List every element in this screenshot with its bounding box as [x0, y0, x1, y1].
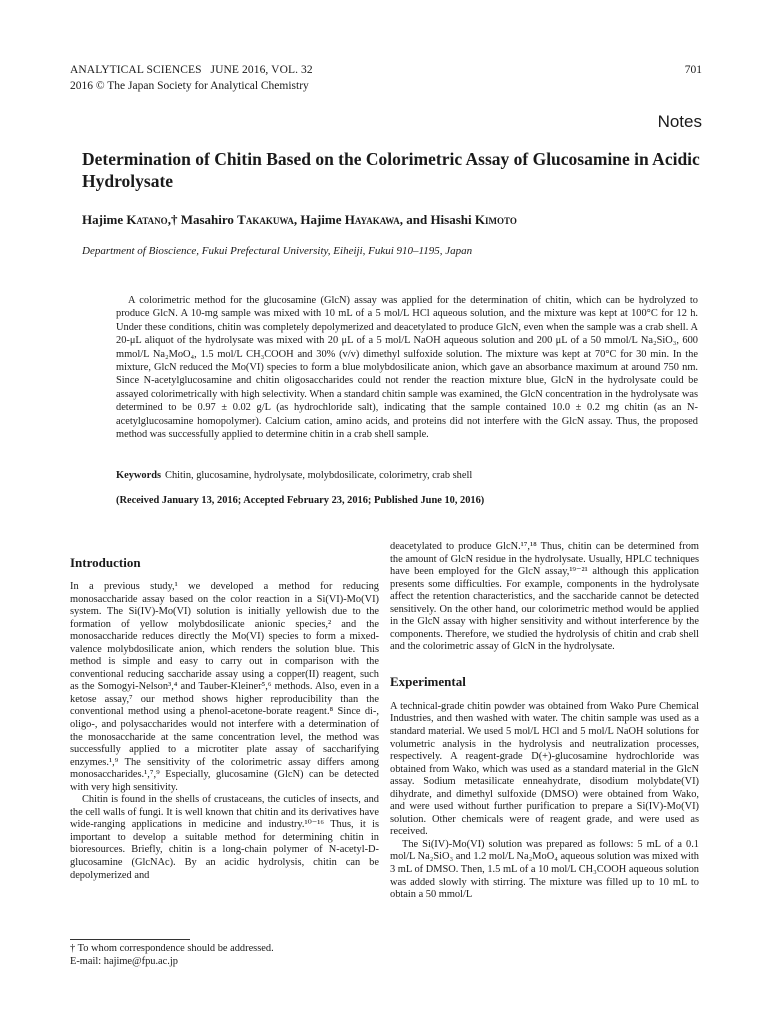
author-4: Hisashi Kimoto — [430, 212, 517, 227]
keywords-label: Keywords — [116, 470, 162, 481]
abstract-text: A colorimetric method for the glucosamine (GlcN) assay was applied for the determination of chitin, which can be hydrolyzed to produce GlcN. A 10-mg sample was mixed with 10 mL of a 5 mol/L HCl aqueous solution, and the mixture was kept at 100°C for 12 h. Under these conditions, chitin was completely depolymerized and deacetylated to produce GlcN, even when the sample was a crab shell. A 20-μL aliquot of the hydrolysate was mixed with 20 μL of a 5 mol/L NaOH aqueous solution and 200 μL of a 50 mmol/L Na₂SiO₃, 600 mmol/L Na₂MoO₄, 1.5 mol/L CH₃COOH and 30% (v/v) dimethyl sulfoxide solution. The mixture was kept at 70°C for 30 min. In the mixture, GlcN reduced the Mo(VI) species to form a blue molybdosilicate anion, which gave an absorbance maximum at around 750 nm. Since N-acetylglucosamine and chitin oligosaccharides could not render the reaction mixture blue, GlcN in the hydrolysate could be assayed colorimetrically with high selectivity. When a standard chitin sample was examined, the GlcN concentration in the hydrolysate was determined to be 0.97 ± 0.02 g/L (as hydrochloride salt), indicating that the sample contained 10.0 ± 0.2 mg chitin (as an N-acetylglucosamine homopolymer). Calcium cation, amino acids, and proteins did not interfere with the GlcN assay. Thus, the proposed method was successfully applied to determine chitin in a crab shell sample. — [116, 295, 698, 441]
author-3: Hajime Hayakawa, and — [300, 212, 431, 227]
left-column — [70, 541, 379, 882]
author-1: Hajime Katano,† — [82, 212, 181, 227]
experimental-paragraph-1: A technical-grade chitin powder was obtained from Wako Pure Chemical Industries, and then washed with water. The chitin sample was used as a standard material. We used 5 mol/L HCl and 5 mol/L NaOH solutions for volumetric analysis in the hydrolysis and neutralization processes, respectively. A reagent-grade D(+)-glucosamine hydrochloride was obtained from Wako, which was used as a standard material in the GlcN assay. Sodium metasilicate enneahydrate, disodium molybdate(VI) dihydrate, and dimethyl sulfoxide (DMSO) were obtained from Wako, and were used without further purification to prepare a Si(IV)-Mo(VI) solution. Other chemicals were of reagent grade, and were used as received. — [390, 700, 699, 838]
keywords — [116, 470, 698, 481]
page-number: 701 — [684, 64, 702, 76]
affiliation: Department of Bioscience, Fukui Prefectural University, Eiheiji, Fukui 910–1195, Japan — [82, 245, 473, 257]
footnote-email: E-mail: hajime@fpu.ac.jp — [70, 956, 178, 967]
section-label: Notes — [657, 112, 702, 131]
right-column — [390, 541, 699, 902]
received-dates: (Received January 13, 2016; Accepted February 23, 2016; Published June 10, 2016) — [116, 495, 485, 506]
copyright-line: 2016 © The Japan Society for Analytical Chemistry — [70, 80, 309, 92]
intro-paragraph-2: Chitin is found in the shells of crustaceans, the cuticles of insects, and the cell walls of fungi. It is well known that chitin and its derivatives have wide-ranging applications in medicine and industry.¹⁰⁻¹⁶ Thus, it is important to develop a suitable method for determining chitin in bioresources. Briefly, chitin is a long-chain polymer of N-acetyl-D-glucosamine (GlcNAc). By an acidic hydrolysis, chitin can be depolymerized and — [70, 794, 379, 881]
journal-header: ANALYTICAL SCIENCES JUNE 2016, VOL. 32 — [70, 64, 313, 76]
author-2: Masahiro Takakuwa, — [180, 212, 301, 227]
article-title: Determination of Chitin Based on the Colorimetric Assay of Glucosamine in Acidic Hydrolysate — [82, 149, 700, 191]
experimental-heading: Experimental — [390, 673, 466, 689]
intro-paragraph-3: deacetylated to produce GlcN.¹⁷,¹⁸ Thus, chitin can be determined from the amount of GlcN residue in the hydrolysate. Usually, HPLC techniques have been employed for the GlcN assay,¹⁹⁻²¹ although this application presents some difficulties. For example, components in the hydrolysate affect the retention characteristics, and the saccharide cannot be detected sensitively. On the other hand, our colorimetric method would be applied in the GlcN assay with higher sensitivity and without interference by the components. Therefore, we studied the hydrolysis of chitin and crab shell and the colorimetric assay of GlcN in the hydrolysate. — [390, 541, 699, 653]
footnote-correspondence: † To whom correspondence should be addressed. — [70, 943, 274, 954]
footnote — [70, 942, 379, 968]
introduction-heading: Introduction — [70, 555, 141, 570]
intro-paragraph-1: In a previous study,¹ we developed a method for reducing monosaccharide assay based on the color reaction in a Si(VI)-Mo(VI) system. The Si(IV)-Mo(VI) solution is initially yellowish due to the formation of yellow molybdosilicate anionic species,² and the monosaccharide reduces directly the Mo(VI) species to form a mixed-valence molybdosilicate anion, which renders the solution blue. This method is simple and easy to carry out in comparison with the conventional reducing saccharide assay using a copper(II) reagent, such as the Somogyi-Nelson³,⁴ and Tauber-Kleiner⁵,⁶ methods. Also, even in a ketose assay,⁷ our method shows higher reproducibility than the conventional method using a phenol-acetone-borate reagent.⁸ Since di-, oligo-, and polysaccharides would not interfere with a determination of the monosaccharide at the same concentration level, the method was successfully applied to a microtiter plate assay of saccharifying enzymes.¹,⁹ The sensitivity of the colorimetric assay differs among monosaccharides.¹,⁷,⁹ Especially, glucosamine (GlcN) can be detected with very high sensitivity. — [70, 581, 379, 793]
footnote-divider — [70, 939, 190, 940]
experimental-paragraph-2: The Si(IV)-Mo(VI) solution was prepared as follows: 5 mL of a 0.1 mol/L Na₂SiO₃ and 1.2 mol/L Na₂MoO₄ aqueous solution was mixed with 3 mL of DMSO. Then, 1.5 mL of a 10 mol/L CH₃COOH aqueous solution was added slowly with stirring. The mixture was filled up to 10 mL to obtain a 50 mmol/L — [390, 838, 699, 901]
author-list — [82, 212, 702, 228]
keywords-text: Chitin, glucosamine, hydrolysate, molybdosilicate, colorimetry, crab shell — [165, 470, 473, 481]
abstract — [116, 294, 698, 441]
